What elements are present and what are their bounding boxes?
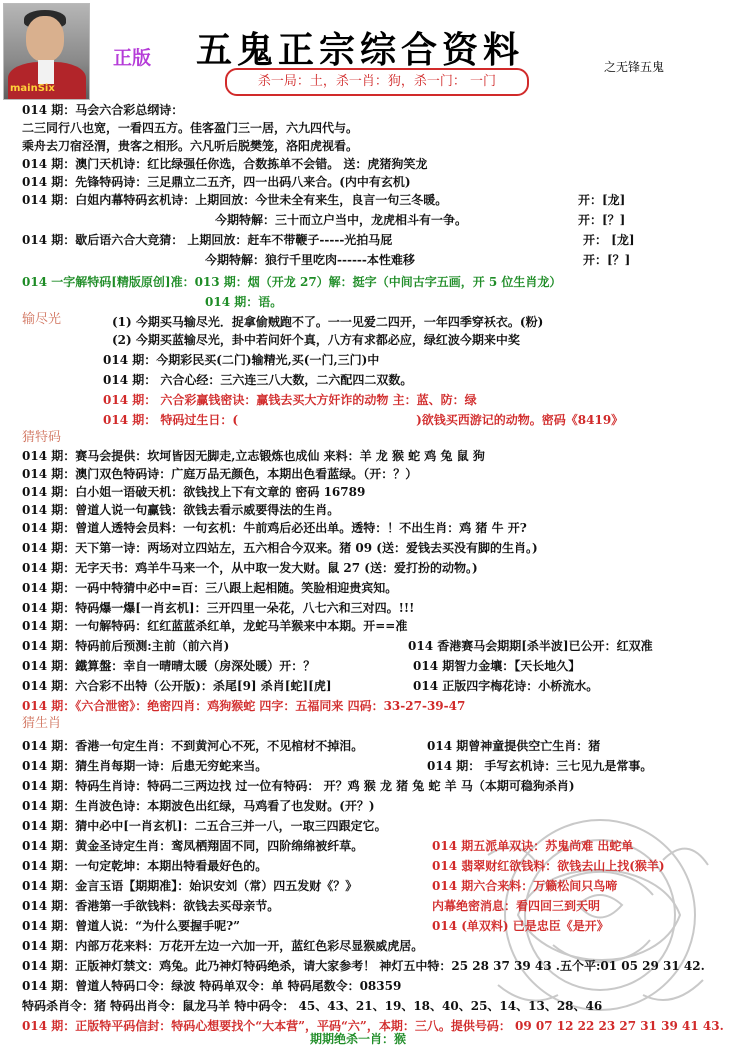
info-line: 014 香港赛马会期期[杀半波]已公开：红双准: [408, 639, 653, 653]
author-name: 之无锋五鬼: [604, 60, 665, 74]
info-line: 014 期：一句定乾坤：本期出特看最好色的。: [22, 859, 268, 873]
info-line: 014 期曾神童提供空亡生肖：猪: [427, 739, 601, 753]
info-line: 014 翡翠财红欲钱料：欲钱去山上找(猴羊): [432, 859, 665, 873]
info-line: 014 期：天下第一诗：两场对立四站左，五六相合今双来。猪 09 (送：爱钱去买没有脚的生肖。): [22, 541, 538, 555]
info-line: 开： [龙]: [583, 233, 635, 247]
info-line: 014 期：曾道人说：“为什么要握手呢?”: [22, 919, 241, 933]
info-line: 014 期：生肖波色诗：本期波色出红绿，马鸡看了也发财。(开？): [22, 799, 375, 813]
info-line: 014 期：曾道人透特会员料：一句玄机：牛前鸡后必还出单。透特：！不出生肖：鸡 猪 牛 开?: [22, 521, 527, 535]
info-line: 014 正版四字梅花诗：小桥流水。: [413, 679, 599, 693]
info-line: 014 期：正版特平码信封：特码心想要找个“大本营”，平码“六”，本期：三八。提供号码： 09 07 12 22 23 27 31 39 41 43.: [22, 1019, 724, 1033]
info-line: 014 期六合来料：万籁松间只鸟啼: [432, 879, 618, 893]
info-line: 014 期：特码爆一爆[一肖玄机]：三开四里一朵花，八七六和三对四。!!!: [22, 601, 415, 615]
info-line: 014 一字解特码[精版原创]准：013 期：烟（开龙 27）解：挺字（中间古字五画，开 5 位生肖龙）: [22, 275, 562, 289]
info-line: 今期特解：狼行千里吃肉------本性难移: [205, 253, 415, 267]
info-line: 014 期：白姐内幕特码玄机诗：上期回放：今世未全有来生，良言一句三冬暖。: [22, 193, 448, 207]
info-line: 014 期：正版神灯禁文：鸡兔。此乃神灯特码绝杀，请大家参考！ 神灯五中特：25 28 37 39 43 .五个平:01 05 29 31 42.: [22, 959, 705, 973]
info-line: 开：[？]: [583, 253, 631, 267]
info-line: 014 期：黄金圣诗定生肖：鸾凤栖翔固不同，四阶绵绵被纤草。: [22, 839, 364, 853]
info-line: 014 期：无字天书：鸡羊牛马来一个，从中取一发大财。鼠 27 (送：爱打扮的动物。): [22, 561, 478, 575]
info-line: 014 期：今期彩民买(二门)输精光,买(一门,三门)中: [103, 353, 380, 367]
info-line: 014 期：香港第一手欲钱料：欲钱去买母亲节。: [22, 899, 280, 913]
info-line: 014 期智力金壤：【天长地久】: [413, 659, 581, 673]
info-line: 输尽光: [22, 312, 62, 327]
info-line: 014 (单双料) 已是忠臣《是开》: [432, 919, 609, 933]
page-title: 五鬼正宗综合资料: [196, 30, 525, 71]
info-line: 014 期：澳门双色特码诗：广庭万品无颜色，本期出色看蓝绿。（开：？）: [22, 467, 418, 481]
info-line: 014 期：特码前后预测:主前（前六肖): [22, 639, 230, 653]
info-line: (2) 今期买蓝输尽光，卦中若问奸个真，八方有求都必应，绿红波今期来中奖: [112, 333, 520, 347]
edition-label: 正版: [113, 47, 152, 69]
info-line: 014 期：《六合泄密》：绝密四肖：鸡狗猴蛇 四字：五福同来 四码：33-27-39-47: [22, 699, 466, 713]
info-line: 014 期：特码生肖诗：特码二三两边找 过一位有特码： 开？鸡 猴 龙 猪 兔 蛇 羊 马（本期可稳狗杀肖): [22, 779, 575, 793]
info-line: 014 期： 手写玄机诗：三七见九是常事。: [427, 759, 653, 773]
info-line: 014 期：金言玉语【期期准】：始识安刘（常）四五发财《？》: [22, 879, 358, 893]
info-line: 014 期：香港一句定生肖：不到黄河心不死，不见棺材不掉泪。: [22, 739, 364, 753]
info-line: 014 期五派单双诀：苏鬼尚难 出蛇单: [432, 839, 634, 853]
info-line: 二三同行八也宽，一看四五方。佳客盈门三一居，六九四代与。: [22, 121, 359, 135]
kill-summary-box: 杀一局：土，杀一肖：狗，杀一门： 一门: [225, 68, 529, 96]
info-line: 014 期： 六合心经：三六连三八大数，二六配四二双数。: [103, 373, 413, 387]
info-line: (1) 今期买马输尽光．捉拿偷贼跑不了。一一见爱二四开，一年四季穿袄衣。(粉): [112, 315, 544, 329]
info-line: 014 期：一句解特码：红红蓝蓝杀红单，龙蛇马羊猴来中本期。开==准: [22, 619, 408, 633]
info-line: 014 期：先锋特码诗：三足鼎立二五齐，四一出码八来合。(内中有玄机): [22, 175, 411, 189]
info-line: 特码杀肖令：猪 特码出肖令：鼠龙马羊 特中码令： 45、43、21、19、18、40、25、14、13、28、46: [22, 999, 603, 1013]
info-line: 014 期：一码中特猜中必中=百：三八跟上起相随。笑脸相迎贵宾知。: [22, 581, 398, 595]
info-line: 014 期：歇后语六合大竞猜： 上期回放：赶车不带鞭子-----光拍马屁: [22, 233, 393, 247]
info-line: 内幕绝密消息：看四回三到天明: [432, 899, 601, 913]
info-line: 猜生肖: [22, 716, 62, 731]
info-line: 期期绝杀一肖：猴: [310, 1032, 407, 1046]
info-line: 乘舟去刀宿泾渭，贵客之相形。六凡听后脱樊笼，洛阳虎视看。: [22, 139, 359, 153]
info-line: 014 期：曾道人特码口令：绿波 特码单双令：单 特码尾数令：08359: [22, 979, 402, 993]
info-line: 014 期：曾道人说一句赢钱：欲钱去看示威要得法的生肖。: [22, 503, 340, 517]
info-line: 014 期：猜生肖每期一诗：后患无穷蛇来当。: [22, 759, 268, 773]
info-line: 014 期：马会六合彩总纲诗：: [22, 103, 184, 117]
info-line: 014 期：内部万花来料：万花开左边一六加一开，蓝红色彩尽显猴威虎居。: [22, 939, 424, 953]
info-line: 开：[龙]: [578, 193, 626, 207]
photo-watermark: mainSix: [10, 83, 55, 94]
info-line: 014 期： 特码过生日：( )欲钱买西游记的动物。密码《8419》: [103, 413, 624, 427]
info-line: 014 期：语。: [205, 295, 283, 309]
info-line: 014 期： 六合彩赢钱密诀：赢钱去买大方奸诈的动物 主：蓝、防：绿: [103, 393, 477, 407]
info-line: 014 期：澳门天机诗：红比绿强任你选，合数拣单不会错。 送：虎猪狗笑龙: [22, 157, 428, 171]
info-line: 014 期：猜中必中[一肖玄机]：二五合三并一八，一取三四跟定它。: [22, 819, 387, 833]
info-line: 014 期：白小姐一语破天机：欲钱找上下有文章的 密码 16789: [22, 485, 366, 499]
info-line: 今期特解：三十而立户当中，龙虎相斗有一争。: [215, 213, 468, 227]
info-line: 014 期：赛马会提供：坎坷皆因无脚走,立志锻炼也成仙 来料：羊 龙 猴 蛇 鸡 兔 鼠 狗: [22, 449, 485, 463]
info-line: 猜特码: [22, 430, 62, 445]
author-photo: [3, 3, 90, 100]
info-line: 开：[？]: [578, 213, 626, 227]
info-line: 014 期：六合彩不出特（公开版)：杀尾[9] 杀肖[蛇][虎]: [22, 679, 332, 693]
info-line: 014 期：鐵算盤：幸自一晴晴太暖（房深处暖）开：？: [22, 659, 316, 673]
